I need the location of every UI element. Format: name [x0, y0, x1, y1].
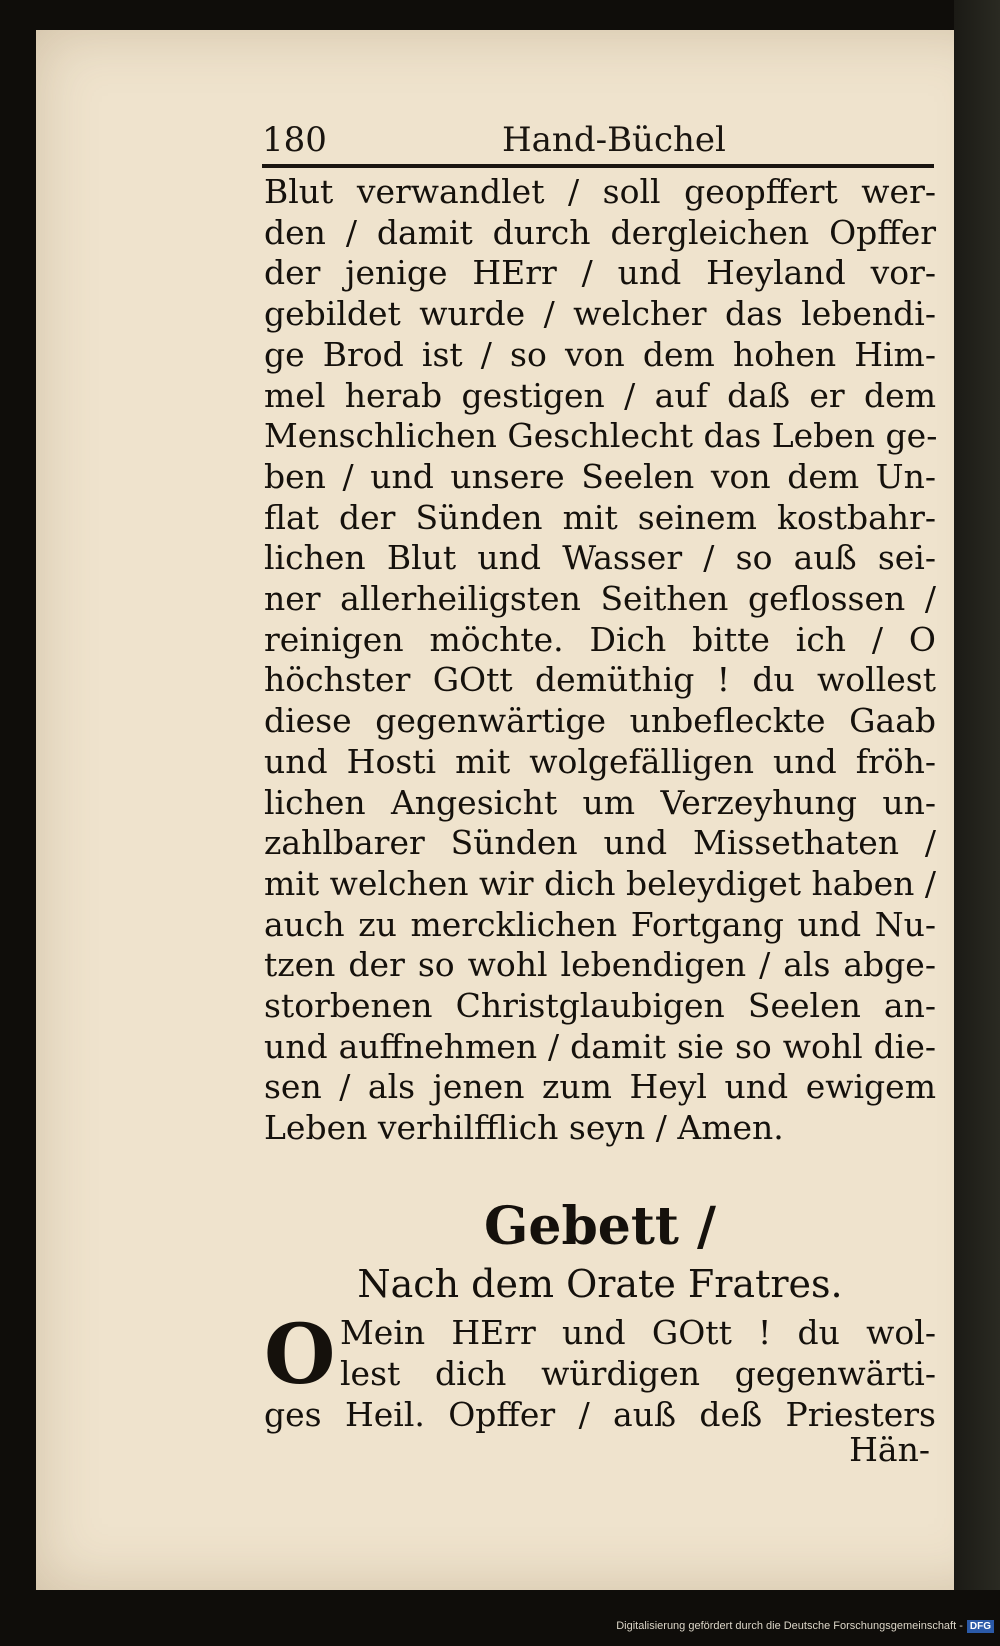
body-text: [264, 172, 936, 1149]
text-line: diese gegenwärtige unbefleckte Gaab: [264, 701, 936, 741]
text-line: Blut verwandlet / soll geopffert wer-: [264, 172, 936, 211]
running-title: Hand-Büchel: [502, 120, 726, 160]
text-line: und Hosti mit wolgefälligen und fröh-: [264, 741, 936, 781]
text-line: der jenige HErr / und Heyland vor-: [264, 253, 936, 293]
text-line: und auffnehmen / damit sie so wohl die-: [264, 1026, 936, 1066]
text-line: mit welchen wir dich beleydiget haben /: [264, 863, 936, 903]
page-header: [262, 120, 934, 160]
page-number: 180: [262, 120, 327, 160]
dfg-logo: DFG: [967, 1620, 994, 1633]
section-title: Gebett /: [483, 1196, 717, 1257]
text-line: Mein HErr und GOtt ! du wol-: [340, 1313, 936, 1352]
drop-cap: O: [264, 1307, 336, 1403]
text-line: auch zu mercklichen Fortgang und Nu-: [264, 904, 936, 944]
text-line: ner allerheiligsten Seithen geflossen /: [264, 579, 936, 619]
section-subtitle: Nach dem Orate Fratres.: [357, 1262, 843, 1306]
text-line: flat der Sünden mit seinem kostbahr-: [264, 497, 936, 537]
text-line: höchster GOtt demüthig ! du wollest: [264, 660, 936, 700]
text-line: mel herab gestigen / auf daß er dem: [264, 375, 936, 415]
text-line: reinigen möchte. Dich bitte ich / O: [264, 619, 936, 659]
text-line: ben / und unsere Seelen von dem Un-: [264, 456, 936, 496]
text-line: lest dich würdigen gegenwärti-: [340, 1354, 936, 1393]
text-line: Menschlichen Geschlecht das Leben ge-: [264, 416, 938, 456]
text-line: zahlbarer Sünden und Missethaten /: [264, 823, 936, 863]
credit-text: Digitalisierung gefördert durch die Deutsche Forschungsgemeinschaft -: [616, 1620, 963, 1632]
book-edge: [954, 0, 1000, 1590]
catchword: Hän-: [849, 1430, 930, 1469]
text-line: ges Heil. Opffer / auß deß Priesters: [264, 1395, 936, 1434]
text-line: Leben verhilfflich seyn / Amen.: [264, 1108, 784, 1148]
text-line: gebildet wurde / welcher das lebendi-: [264, 294, 936, 334]
text-line: sen / als jenen zum Heyl und ewigem: [264, 1067, 936, 1107]
header-rule: [262, 164, 934, 168]
text-line: lichen Angesicht um Verzeyhung un-: [264, 782, 936, 822]
text-line: storbenen Christglaubigen Seelen an-: [264, 986, 936, 1026]
text-line: tzen der so wohl lebendigen / als abge-: [264, 945, 936, 985]
digitization-credit: [616, 1620, 994, 1642]
text-line: den / damit durch dergleichen Opffer: [264, 212, 936, 252]
prayer-text: [264, 1307, 936, 1435]
text-line: ge Brod ist / so von dem hohen Him-: [264, 334, 936, 374]
text-line: lichen Blut und Wasser / so auß sei-: [264, 538, 936, 578]
